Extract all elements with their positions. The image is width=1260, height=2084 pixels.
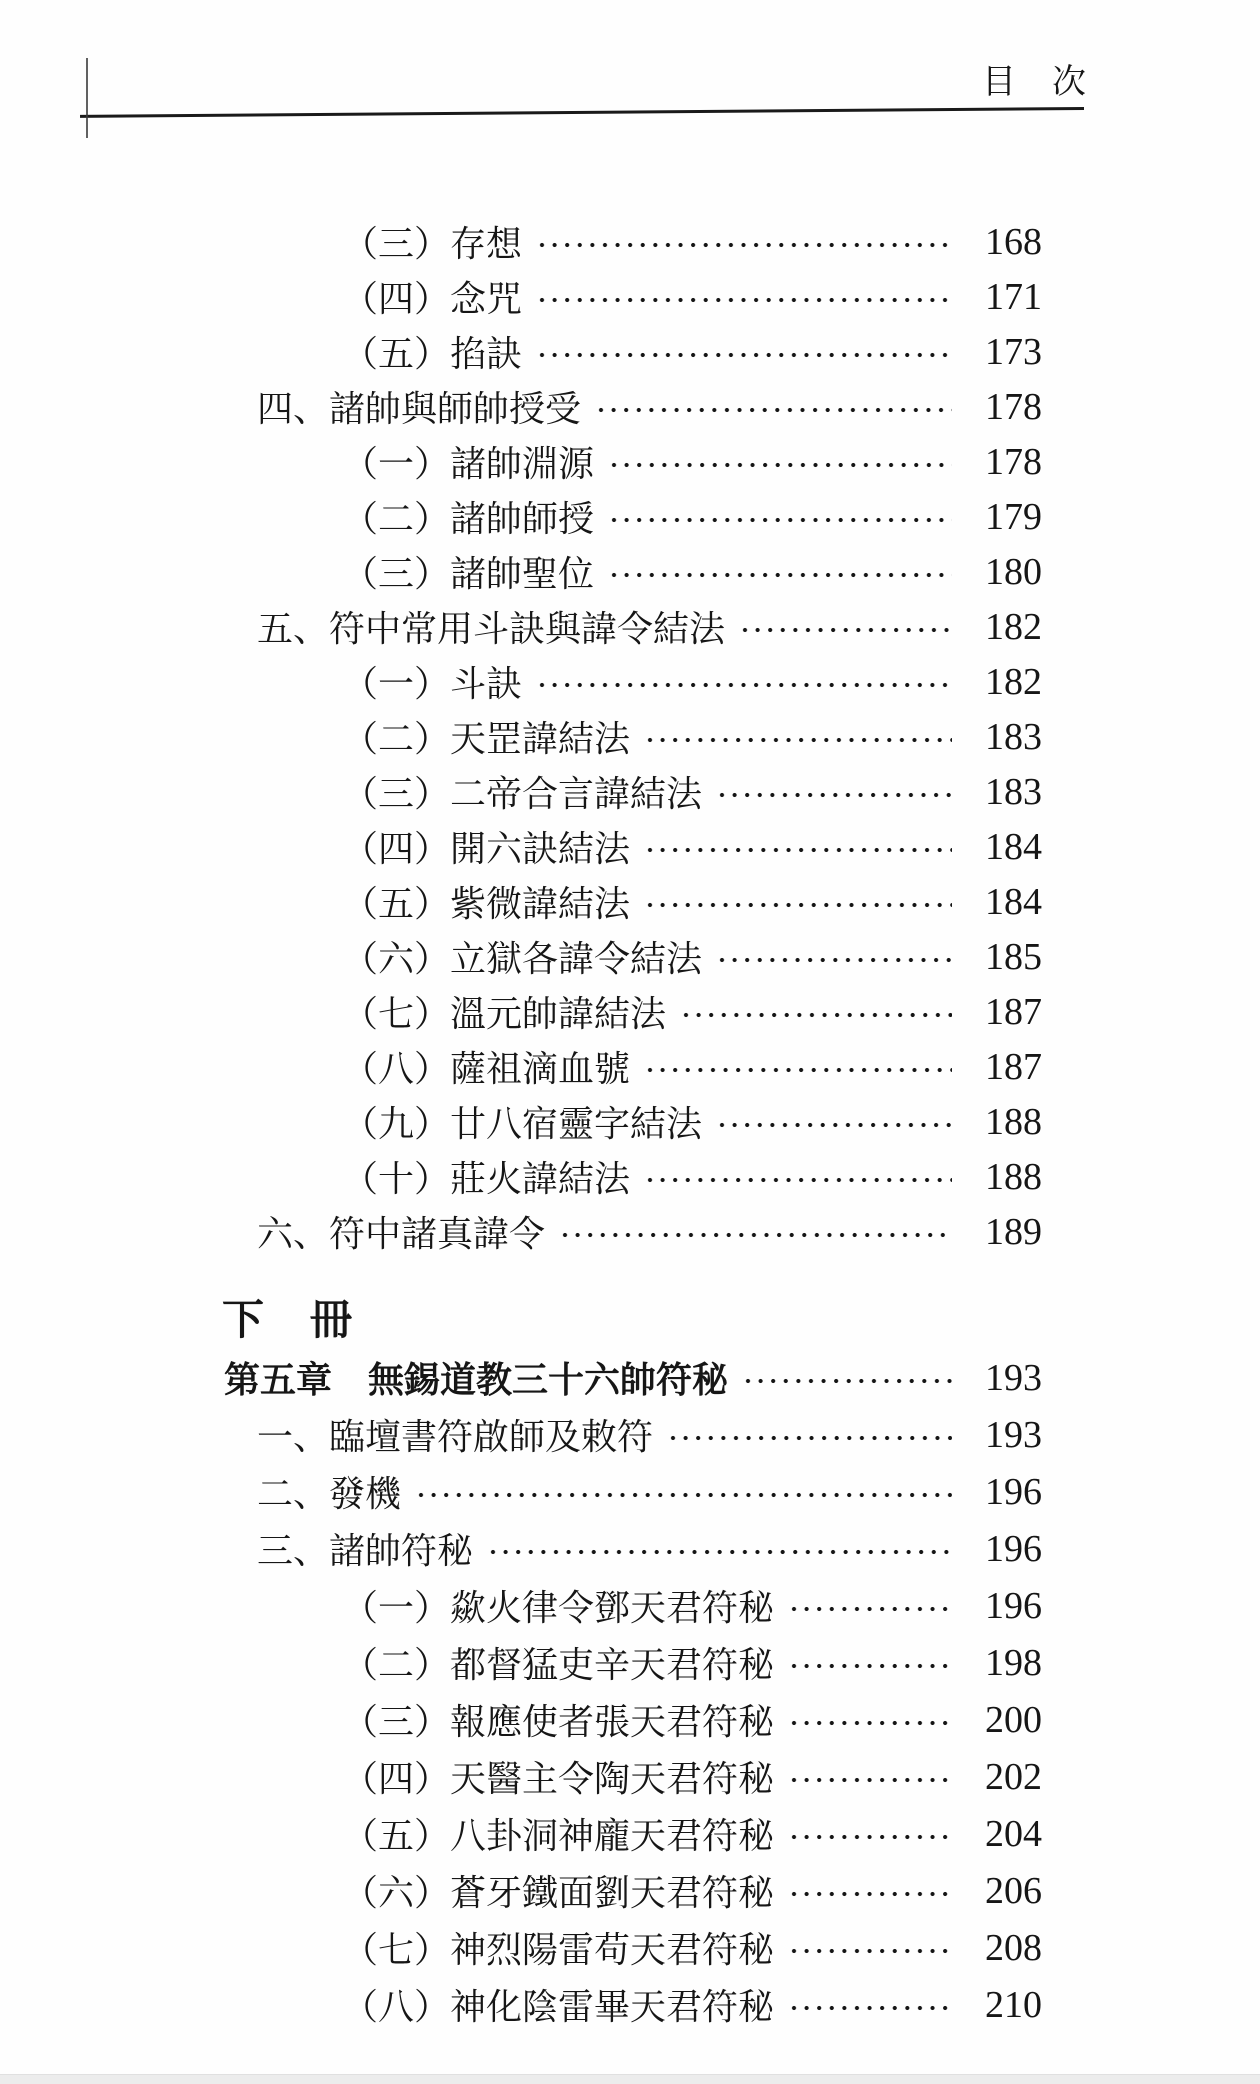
toc-row [0,654,1042,709]
entry-label: 一、臨壇書符啟師及敕符 [257,1417,654,1457]
entry-label: 二、發機 [257,1474,402,1514]
dotted-leader [536,239,952,251]
toc-row [0,709,1042,764]
dotted-leader [680,1009,952,1021]
dotted-leader [716,1119,952,1131]
page-number: 200 [985,1698,1042,1741]
dotted-leader [644,844,952,856]
toc-row [0,269,1042,324]
entry-label: 第五章 無錫道教三十六帥符秘 [224,1360,729,1400]
entry-label: 三、諸帥符秘 [257,1531,474,1571]
dotted-leader [559,1229,952,1241]
dotted-leader [608,514,952,526]
page-title: 目 次 [982,64,1087,101]
entry-label: （八）薩祖滴血號 [342,1049,631,1089]
dotted-leader [536,294,952,306]
page-number: 183 [985,770,1042,813]
page-number: 182 [985,660,1042,703]
dotted-leader [667,1432,952,1444]
dotted-leader [415,1489,952,1501]
page-number: 168 [985,220,1042,263]
page-number: 187 [985,1045,1042,1088]
page-number: 179 [985,495,1042,538]
entry-label: （六）蒼牙鐵面劉天君符秘 [342,1873,775,1913]
toc-row [0,1039,1042,1094]
page-number: 171 [985,275,1042,318]
dotted-leader [644,899,952,911]
page-number: 208 [985,1926,1042,1969]
page-number: 185 [985,935,1042,978]
page-number: 193 [985,1413,1042,1456]
entry-label: （九）廿八宿靈字結法 [342,1104,703,1144]
toc-row [0,1149,1042,1204]
entry-label: 六、符中諸真諱令 [257,1214,546,1254]
page-number: 187 [985,990,1042,1033]
toc-row [0,1862,1042,1919]
entry-label: （八）神化陰雷畢天君符秘 [342,1987,775,2027]
toc-row [0,764,1042,819]
toc-row [0,1577,1042,1634]
dotted-leader [716,954,952,966]
entry-label: （六）立獄各諱令結法 [342,939,703,979]
entry-label: （二）天罡諱結法 [342,719,631,759]
entry-label: （五）八卦洞神龐天君符秘 [342,1816,775,1856]
dotted-leader [788,1603,952,1615]
toc-row [0,1805,1042,1862]
toc-list [0,214,1042,2033]
page-number: 196 [985,1470,1042,1513]
dotted-leader [788,1660,952,1672]
dotted-leader [788,1774,952,1786]
toc-row [0,1634,1042,1691]
entry-label: 四、諸帥與師帥授受 [257,389,582,429]
toc-row [0,434,1042,489]
dotted-leader [644,734,952,746]
toc-row [0,984,1042,1039]
entry-label: （七）神烈陽雷苟天君符秘 [342,1930,775,1970]
toc-row [0,599,1042,654]
dotted-leader [595,404,952,416]
toc-row [0,1748,1042,1805]
dotted-leader [742,1375,952,1387]
entry-label: （七）溫元帥諱結法 [342,994,667,1034]
dotted-leader [739,624,952,636]
entry-label: （三）存想 [342,224,523,264]
entry-label: （三）諸帥聖位 [342,554,595,594]
toc-row [0,1919,1042,1976]
toc-row [0,1406,1042,1463]
dotted-leader [788,1831,952,1843]
scan-edge-strip [0,2074,1260,2084]
page-number: 184 [985,825,1042,868]
dotted-leader [644,1174,952,1186]
entry-label: （一）斗訣 [342,664,523,704]
toc-row [0,1094,1042,1149]
entry-label: （四）念咒 [342,279,523,319]
page-number: 180 [985,550,1042,593]
entry-label: （一）歘火律令鄧天君符秘 [342,1588,775,1628]
page-number: 173 [985,330,1042,373]
page-number: 178 [985,385,1042,428]
page-number: 193 [985,1356,1042,1399]
page-number: 178 [985,440,1042,483]
dotted-leader [608,459,952,471]
page-number: 184 [985,880,1042,923]
toc-row [0,489,1042,544]
part-heading: 下 冊 [222,1298,355,1344]
dotted-leader [487,1546,952,1558]
toc-row [0,324,1042,379]
toc-row [0,214,1042,269]
page-number: 188 [985,1155,1042,1198]
toc-row [0,929,1042,984]
entry-label: （十）莊火諱結法 [342,1159,631,1199]
page-number: 202 [985,1755,1042,1798]
entry-label: （三）報應使者張天君符秘 [342,1702,775,1742]
toc-row [0,1691,1042,1748]
page-number: 204 [985,1812,1042,1855]
entry-label: （三）二帝合言諱結法 [342,774,703,814]
entry-label: 五、符中常用斗訣與諱令結法 [257,609,726,649]
toc-row [0,544,1042,599]
toc-row-chapter [0,1349,1042,1406]
toc-row [0,379,1042,434]
page-number: 182 [985,605,1042,648]
entry-label: （一）諸帥淵源 [342,444,595,484]
dotted-leader [788,1945,952,1957]
toc-row [0,1976,1042,2033]
page-number: 196 [985,1584,1042,1627]
page-number: 183 [985,715,1042,758]
page-number: 210 [985,1983,1042,2026]
page-number: 206 [985,1869,1042,1912]
page-number: 198 [985,1641,1042,1684]
scan-artifact-tick [86,58,88,138]
dotted-leader [644,1064,952,1076]
entry-label: （五）掐訣 [342,334,523,374]
page-number: 189 [985,1210,1042,1253]
toc-row [0,819,1042,874]
header-divider-rule [80,107,1084,118]
dotted-leader [608,569,952,581]
toc-row [0,874,1042,929]
entry-label: （五）紫微諱結法 [342,884,631,924]
dotted-leader [788,2002,952,2014]
dotted-leader [536,679,952,691]
dotted-leader [716,789,952,801]
dotted-leader [788,1717,952,1729]
entry-label: （四）開六訣結法 [342,829,631,869]
page-number: 196 [985,1527,1042,1570]
entry-label: （四）天醫主令陶天君符秘 [342,1759,775,1799]
toc-row [0,1204,1042,1259]
page-number: 188 [985,1100,1042,1143]
toc-row [0,1463,1042,1520]
entry-label: （二）諸帥師授 [342,499,595,539]
entry-label: （二）都督猛吏辛天君符秘 [342,1645,775,1685]
dotted-leader [788,1888,952,1900]
toc-row [0,1520,1042,1577]
dotted-leader [536,349,952,361]
